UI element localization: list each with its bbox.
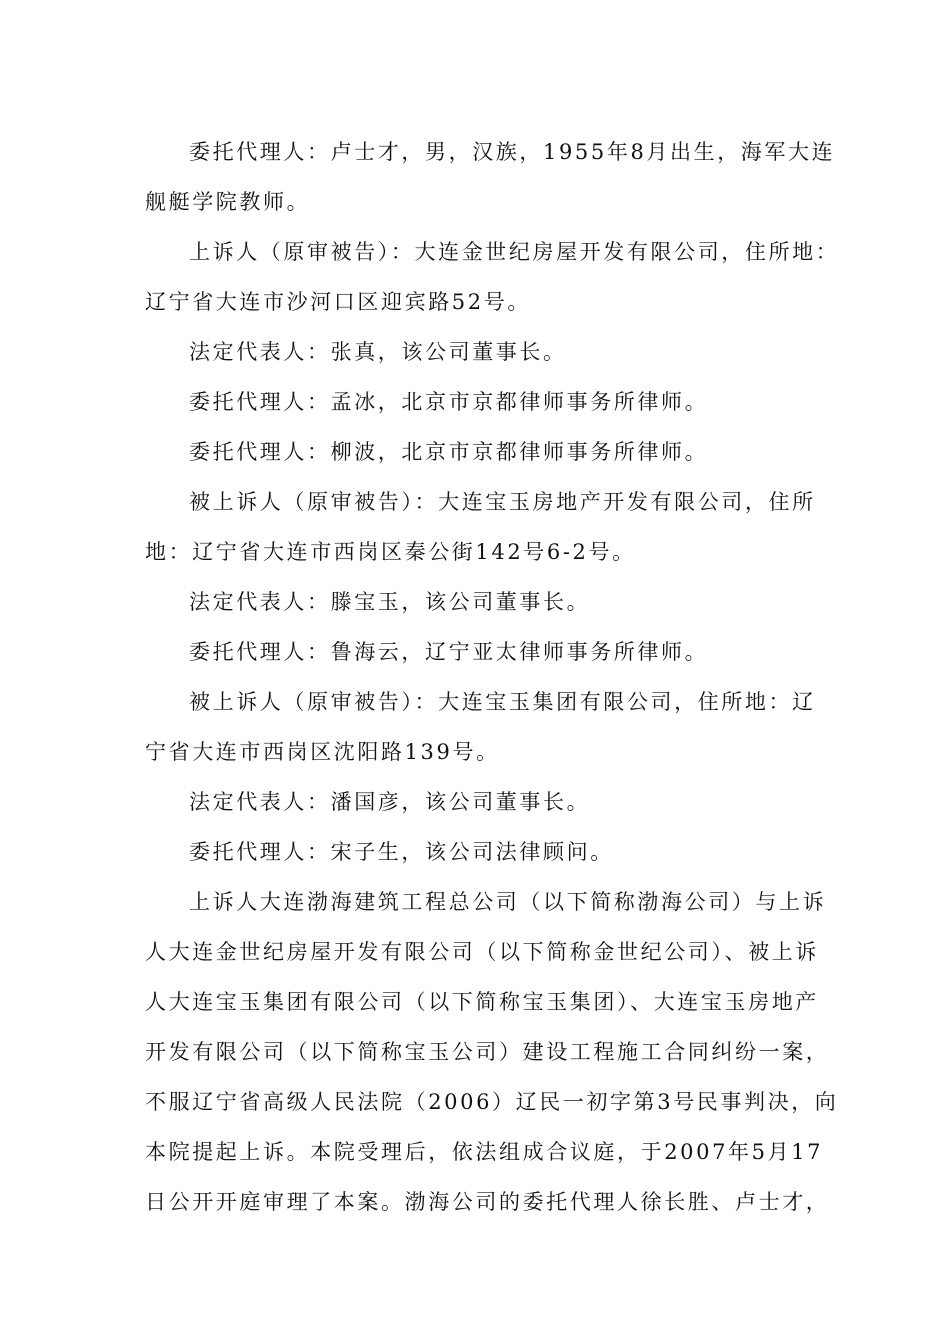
text-line: 委托代理人：柳波，北京市京都律师事务所律师。 xyxy=(189,440,709,464)
text-line: 本院提起上诉。本院受理后，依法组成合议庭，于2007年5月17 xyxy=(145,1140,824,1164)
text-line: 不服辽宁省高级人民法院（2006）辽民一初字第3号民事判决，向 xyxy=(145,1090,839,1114)
text-line: 委托代理人：宋子生，该公司法律顾问。 xyxy=(189,840,614,864)
text-line: 法定代表人：滕宝玉，该公司董事长。 xyxy=(189,590,591,614)
document-body xyxy=(145,132,840,1232)
text-line: 人大连宝玉集团有限公司（以下简称宝玉集团）、大连宝玉房地产 xyxy=(145,990,819,1014)
text-line: 法定代表人：张真，该公司董事长。 xyxy=(189,340,567,364)
text-line: 委托代理人：孟冰，北京市京都律师事务所律师。 xyxy=(189,390,709,414)
text-line: 日公开开庭审理了本案。渤海公司的委托代理人徐长胜、卢士才， xyxy=(145,1190,830,1214)
text-line: 地：辽宁省大连市西岗区秦公街142号6-2号。 xyxy=(145,540,636,564)
text-line: 被上诉人（原审被告）：大连宝玉房地产开发有限公司，住所 xyxy=(189,490,816,514)
text-line: 辽宁省大连市沙河口区迎宾路52号。 xyxy=(145,290,531,314)
text-line: 上诉人（原审被告）：大连金世纪房屋开发有限公司，住所地： xyxy=(189,240,840,264)
text-line: 委托代理人：卢士才，男，汉族，1955年8月出生，海军大连 xyxy=(189,140,836,164)
text-line: 开发有限公司（以下简称宝玉公司）建设工程施工合同纠纷一案， xyxy=(145,1040,830,1064)
text-line: 法定代表人：潘国彦，该公司董事长。 xyxy=(189,790,591,814)
text-line: 人大连金世纪房屋开发有限公司（以下简称金世纪公司）、被上诉 xyxy=(145,940,819,964)
text-line: 上诉人大连渤海建筑工程总公司（以下简称渤海公司）与上诉 xyxy=(189,890,827,914)
text-line: 宁省大连市西岗区沈阳路139号。 xyxy=(145,740,500,764)
text-line: 委托代理人：鲁海云，辽宁亚太律师事务所律师。 xyxy=(189,640,709,664)
text-line: 被上诉人（原审被告）：大连宝玉集团有限公司，住所地：辽 xyxy=(189,690,816,714)
text-line: 舰艇学院教师。 xyxy=(145,190,311,214)
